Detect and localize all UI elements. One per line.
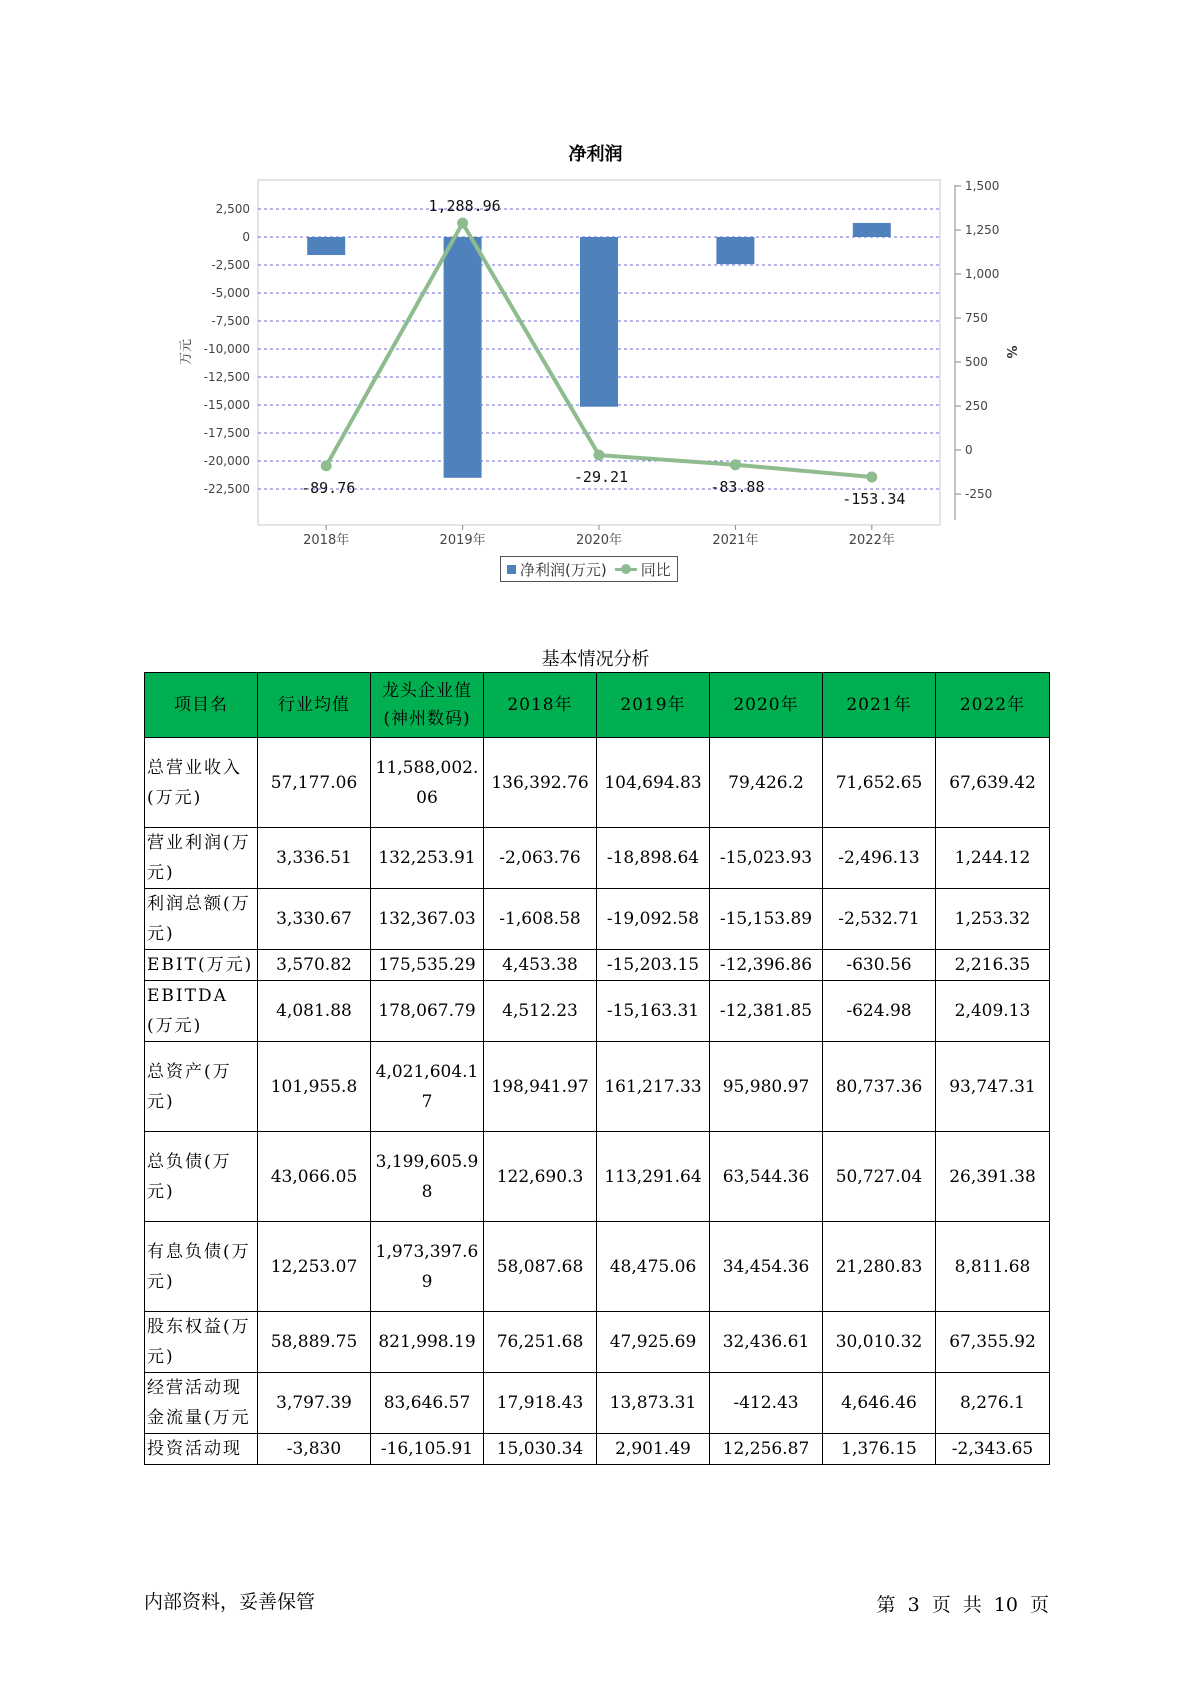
y2-tick-label: 0 — [965, 443, 973, 457]
value-cell: 136,392.76 — [484, 738, 597, 828]
table-header-row — [145, 673, 1050, 738]
row-label-cell: 有息负债(万元) — [145, 1222, 258, 1312]
x-tick-label: 2020年 — [575, 533, 623, 548]
value-cell: -12,381.85 — [710, 981, 823, 1042]
header-cell: 2020年 — [710, 673, 823, 738]
table-row — [145, 738, 1050, 828]
value-cell: 4,081.88 — [258, 981, 371, 1042]
value-cell: 58,087.68 — [484, 1222, 597, 1312]
value-cell: 8,276.1 — [936, 1373, 1050, 1434]
chart-legend — [500, 556, 678, 582]
header-cell: 项目名 — [145, 673, 258, 738]
bar — [853, 223, 891, 237]
net-profit-chart — [0, 0, 1191, 600]
header-cell: 2018年 — [484, 673, 597, 738]
y-tick-label: -20,000 — [203, 454, 250, 468]
value-cell: -2,063.76 — [484, 828, 597, 889]
table-row — [145, 950, 1050, 981]
value-cell: 178,067.79 — [371, 981, 484, 1042]
bar — [580, 237, 618, 407]
y2-tick-label: 1,250 — [965, 223, 1000, 237]
y2-tick-label: 1,000 — [965, 267, 1000, 281]
row-label-cell: 经营活动现金流量(万元 — [145, 1373, 258, 1434]
y-tick-label: -5,000 — [211, 286, 250, 300]
y-axis-title: 万元 — [179, 338, 194, 366]
value-cell: 48,475.06 — [597, 1222, 710, 1312]
bar — [444, 237, 482, 478]
value-cell: 3,336.51 — [258, 828, 371, 889]
value-cell: 17,918.43 — [484, 1373, 597, 1434]
row-label-cell: 总资产(万元) — [145, 1042, 258, 1132]
table-row — [145, 1042, 1050, 1132]
row-label-cell: 总营业收入(万元) — [145, 738, 258, 828]
value-cell: -624.98 — [823, 981, 936, 1042]
yoy-point — [321, 460, 332, 471]
value-cell: 175,535.29 — [371, 950, 484, 981]
legend-bar-swatch — [507, 565, 516, 574]
x-tick-label: 2018年 — [303, 533, 350, 548]
value-cell: 47,925.69 — [597, 1312, 710, 1373]
value-cell: 113,291.64 — [597, 1132, 710, 1222]
yoy-point — [730, 459, 741, 470]
row-label-cell: 股东权益(万元) — [145, 1312, 258, 1373]
value-cell: 93,747.31 — [936, 1042, 1050, 1132]
value-cell: -19,092.58 — [597, 889, 710, 950]
y-tick-label: -10,000 — [203, 342, 250, 356]
table-row — [145, 1312, 1050, 1373]
value-cell: 8,811.68 — [936, 1222, 1050, 1312]
yoy-data-label: -89.76 — [301, 478, 356, 497]
value-cell: 198,941.97 — [484, 1042, 597, 1132]
header-cell: 龙头企业值(神州数码) — [371, 673, 484, 738]
value-cell: 1,973,397.69 — [371, 1222, 484, 1312]
value-cell: 95,980.97 — [710, 1042, 823, 1132]
table-title: 基本情况分析 — [541, 649, 650, 670]
x-tick-label: 2022年 — [848, 533, 895, 548]
page-number: 第 3 页 共 10 页 — [876, 1594, 1049, 1616]
value-cell: -630.56 — [823, 950, 936, 981]
value-cell: 2,409.13 — [936, 981, 1050, 1042]
value-cell: -2,343.65 — [936, 1434, 1050, 1465]
value-cell: 13,873.31 — [597, 1373, 710, 1434]
value-cell: 34,454.36 — [710, 1222, 823, 1312]
value-cell: 76,251.68 — [484, 1312, 597, 1373]
value-cell: 2,901.49 — [597, 1434, 710, 1465]
bar — [716, 237, 754, 264]
value-cell: -1,608.58 — [484, 889, 597, 950]
table-row — [145, 981, 1050, 1042]
table-row — [145, 1373, 1050, 1434]
row-label-cell: 营业利润(万元) — [145, 828, 258, 889]
value-cell: 1,253.32 — [936, 889, 1050, 950]
yoy-data-label: -83.88 — [710, 477, 765, 496]
header-cell: 2022年 — [936, 673, 1050, 738]
value-cell: -16,105.91 — [371, 1434, 484, 1465]
value-cell: 21,280.83 — [823, 1222, 936, 1312]
yoy-data-label: -29.21 — [573, 468, 629, 487]
value-cell: 3,570.82 — [258, 950, 371, 981]
value-cell: -15,203.15 — [597, 950, 710, 981]
value-cell: 161,217.33 — [597, 1042, 710, 1132]
chart-title: 净利润 — [568, 144, 623, 165]
legend-line-swatch — [615, 564, 637, 574]
legend-line-label: 同比 — [640, 560, 671, 579]
value-cell: -15,153.89 — [710, 889, 823, 950]
value-cell: -412.43 — [710, 1373, 823, 1434]
value-cell: 3,797.39 — [258, 1373, 371, 1434]
value-cell: 50,727.04 — [823, 1132, 936, 1222]
value-cell: 32,436.61 — [710, 1312, 823, 1373]
y-tick-label: -12,500 — [203, 370, 250, 384]
value-cell: -12,396.86 — [710, 950, 823, 981]
header-cell: 行业均值 — [258, 673, 371, 738]
value-cell: 101,955.8 — [258, 1042, 371, 1132]
value-cell: 4,646.46 — [823, 1373, 936, 1434]
y2-tick-label: 500 — [965, 355, 988, 369]
y-tick-label: -22,500 — [203, 482, 250, 496]
value-cell: 821,998.19 — [371, 1312, 484, 1373]
value-cell: 4,453.38 — [484, 950, 597, 981]
y-tick-label: -7,500 — [211, 314, 250, 328]
value-cell: 58,889.75 — [258, 1312, 371, 1373]
yoy-data-label: 1,288.96 — [428, 197, 501, 216]
value-cell: 63,544.36 — [710, 1132, 823, 1222]
value-cell: 30,010.32 — [823, 1312, 936, 1373]
value-cell: 71,652.65 — [823, 738, 936, 828]
header-cell: 2019年 — [597, 673, 710, 738]
value-cell: 104,694.83 — [597, 738, 710, 828]
row-label-cell: 投资活动现 — [145, 1434, 258, 1465]
value-cell: 12,256.87 — [710, 1434, 823, 1465]
value-cell: -18,898.64 — [597, 828, 710, 889]
value-cell: 15,030.34 — [484, 1434, 597, 1465]
value-cell: -2,496.13 — [823, 828, 936, 889]
value-cell: 3,199,605.98 — [371, 1132, 484, 1222]
value-cell: 12,253.07 — [258, 1222, 371, 1312]
value-cell: 132,253.91 — [371, 828, 484, 889]
value-cell: 80,737.36 — [823, 1042, 936, 1132]
table-row — [145, 889, 1050, 950]
value-cell: 122,690.3 — [484, 1132, 597, 1222]
table-row — [145, 1222, 1050, 1312]
y2-tick-label: 250 — [965, 399, 988, 413]
table-row — [145, 828, 1050, 889]
value-cell: 26,391.38 — [936, 1132, 1050, 1222]
value-cell: 1,244.12 — [936, 828, 1050, 889]
row-label-cell: EBIT(万元) — [145, 950, 258, 981]
value-cell: 11,588,002.06 — [371, 738, 484, 828]
y2-axis-title: % — [1003, 345, 1018, 359]
y2-tick-label: 1,500 — [965, 179, 1000, 193]
value-cell: -15,023.93 — [710, 828, 823, 889]
value-cell: -15,163.31 — [597, 981, 710, 1042]
header-cell: 2021年 — [823, 673, 936, 738]
y2-tick-label: 750 — [965, 311, 988, 325]
table-row — [145, 1434, 1050, 1465]
yoy-data-label: -153.34 — [842, 489, 906, 508]
bar — [307, 237, 345, 255]
value-cell: -3,830 — [258, 1434, 371, 1465]
y-tick-label: 2,500 — [215, 202, 250, 216]
yoy-point — [594, 450, 605, 461]
y2-tick-label: -250 — [965, 487, 993, 501]
yoy-point — [866, 471, 877, 482]
value-cell: 67,639.42 — [936, 738, 1050, 828]
value-cell: 83,646.57 — [371, 1373, 484, 1434]
value-cell: 3,330.67 — [258, 889, 371, 950]
basic-analysis-table — [144, 672, 1050, 1465]
value-cell: 1,376.15 — [823, 1434, 936, 1465]
value-cell: 57,177.06 — [258, 738, 371, 828]
y-tick-label: -17,500 — [203, 426, 250, 440]
chart-canvas — [0, 0, 1191, 600]
value-cell: 4,512.23 — [484, 981, 597, 1042]
row-label-cell: 利润总额(万元) — [145, 889, 258, 950]
value-cell: 2,216.35 — [936, 950, 1050, 981]
row-label-cell: EBITDA(万元) — [145, 981, 258, 1042]
table-row — [145, 1132, 1050, 1222]
value-cell: 132,367.03 — [371, 889, 484, 950]
x-tick-label: 2021年 — [712, 533, 759, 548]
value-cell: 4,021,604.17 — [371, 1042, 484, 1132]
yoy-point — [457, 218, 468, 229]
value-cell: 79,426.2 — [710, 738, 823, 828]
row-label-cell: 总负债(万元) — [145, 1132, 258, 1222]
footer-note: 内部资料，妥善保管 — [144, 1591, 316, 1613]
value-cell: 43,066.05 — [258, 1132, 371, 1222]
value-cell: -2,532.71 — [823, 889, 936, 950]
y-tick-label: -2,500 — [211, 258, 250, 272]
x-tick-label: 2019年 — [439, 533, 486, 548]
y-tick-label: 0 — [242, 230, 250, 244]
value-cell: 67,355.92 — [936, 1312, 1050, 1373]
legend-bar-label: 净利润(万元) — [520, 560, 607, 579]
y-tick-label: -15,000 — [203, 398, 250, 412]
